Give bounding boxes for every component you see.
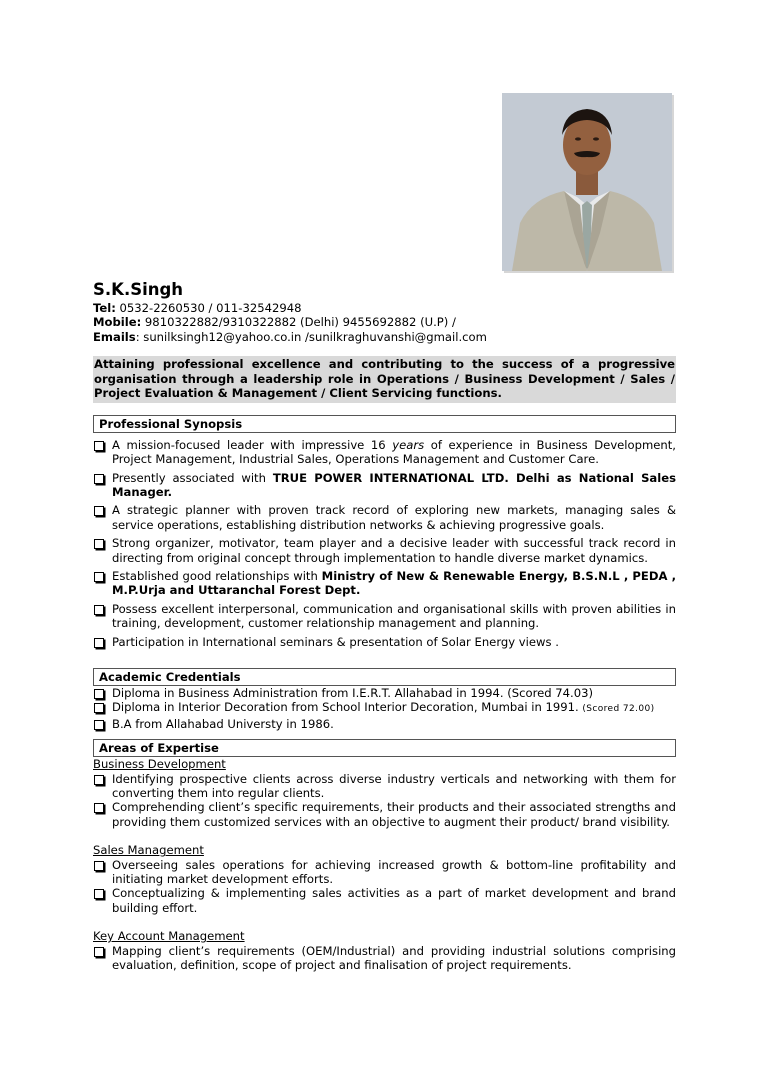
resume-content — [93, 280, 676, 973]
emails-line — [93, 330, 676, 344]
professional-synopsis-heading: Professional Synopsis — [93, 415, 676, 433]
checkbox-bullet-icon — [94, 803, 104, 813]
checkbox-bullet-icon — [94, 947, 104, 957]
professional-synopsis-list — [93, 438, 676, 649]
mobile-label: Mobile: — [93, 315, 142, 330]
checkbox-bullet-icon — [94, 638, 104, 648]
business-development-subheading: Business Development — [93, 757, 226, 772]
checkbox-bullet-icon — [94, 775, 104, 785]
list-item: B.A from Allahabad Universty in 1986. — [93, 717, 676, 731]
list-item: Diploma in Business Administration from I.E.R.T. Allahabad in 1994. (Scored 74.03) — [93, 686, 676, 700]
checkbox-bullet-icon — [94, 703, 104, 713]
list-item: Overseeing sales operations for achieving increased growth & bottom-line profitability and initiating market development efforts. — [93, 858, 676, 887]
list-item: Participation in International seminars & presentation of Solar Energy views . — [93, 635, 676, 649]
list-item: A mission-focused leader with impressive 16 years of experience in Business Development, Project Management, Industrial Sales, Operations Management and Customer Care. — [93, 438, 676, 467]
profile-photo — [502, 93, 672, 271]
list-item: Presently associated with TRUE POWER INTERNATIONAL LTD. Delhi as National Sales Manager. — [93, 471, 676, 500]
candidate-name: S.K.Singh — [93, 280, 184, 299]
list-item: Diploma in Interior Decoration from School Interior Decoration, Mumbai in 1991. (Scored 72.00) — [93, 700, 676, 716]
checkbox-bullet-icon — [94, 441, 104, 451]
sales-management-subheading: Sales Management — [93, 843, 204, 858]
mobile-line — [93, 315, 676, 329]
key-account-management-subheading: Key Account Management — [93, 929, 245, 944]
telephone-value: 0532-2260530 / 011-32542948 — [115, 301, 302, 315]
key-account-management-list — [93, 944, 676, 973]
checkbox-bullet-icon — [94, 572, 104, 582]
list-item: Strong organizer, motivator, team player and a decisive leader with successful track record in directing from original concept through implementation to handle diverse market dynamics. — [93, 536, 676, 565]
checkbox-bullet-icon — [94, 539, 104, 549]
list-item: Established good relationships with Ministry of New & Renewable Energy, B.S.N.L , PEDA , M.P.Urja and Uttaranchal Forest Dept. — [93, 569, 676, 598]
mobile-value: 9810322882/9310322882 (Delhi) 9455692882 (U.P) / — [141, 315, 456, 330]
list-item: Conceptualizing & implementing sales activities as a part of market development and brand building effort. — [93, 886, 676, 915]
checkbox-bullet-icon — [94, 605, 104, 615]
areas-of-expertise-heading: Areas of Expertise — [93, 739, 676, 757]
checkbox-bullet-icon — [94, 474, 104, 484]
career-objective: Attaining professional excellence and contributing to the success of a progressive organisation through a leadership role in Operations / Business Development / Sales / Project Evaluation & Management / Client Servicing functions. — [93, 356, 676, 403]
checkbox-bullet-icon — [94, 506, 104, 516]
list-item: Possess excellent interpersonal, communication and organisational skills with proven abilities in training, development, customer relationship management and planning. — [93, 602, 676, 631]
list-item: Comprehending client’s specific requirements, their products and their associated strengths and providing them customized services with an objective to augment their product/ brand visibility. — [93, 800, 676, 829]
emails-label: Emails — [93, 329, 136, 344]
checkbox-bullet-icon — [94, 689, 104, 699]
telephone-line — [93, 301, 676, 315]
checkbox-bullet-icon — [94, 861, 104, 871]
contact-block — [93, 301, 676, 344]
list-item: A strategic planner with proven track record of exploring new markets, managing sales & service operations, establishing distribution networks & achieving progressive goals. — [93, 503, 676, 532]
list-item: Identifying prospective clients across diverse industry verticals and networking with them for converting them into regular clients. — [93, 772, 676, 801]
emails-value: : sunilksingh12@yahoo.co.in /sunilkraghuvanshi@gmail.com — [135, 329, 487, 344]
sales-management-list — [93, 858, 676, 916]
checkbox-bullet-icon — [94, 720, 104, 730]
list-item: Mapping client’s requirements (OEM/Industrial) and providing industrial solutions comprising evaluation, definition, scope of project and finalisation of project requirements. — [93, 944, 676, 973]
business-development-list — [93, 772, 676, 830]
checkbox-bullet-icon — [94, 889, 104, 899]
academic-credentials-list — [93, 686, 676, 731]
telephone-label: Tel: — [93, 301, 116, 315]
academic-credentials-heading: Academic Credentials — [93, 668, 676, 686]
